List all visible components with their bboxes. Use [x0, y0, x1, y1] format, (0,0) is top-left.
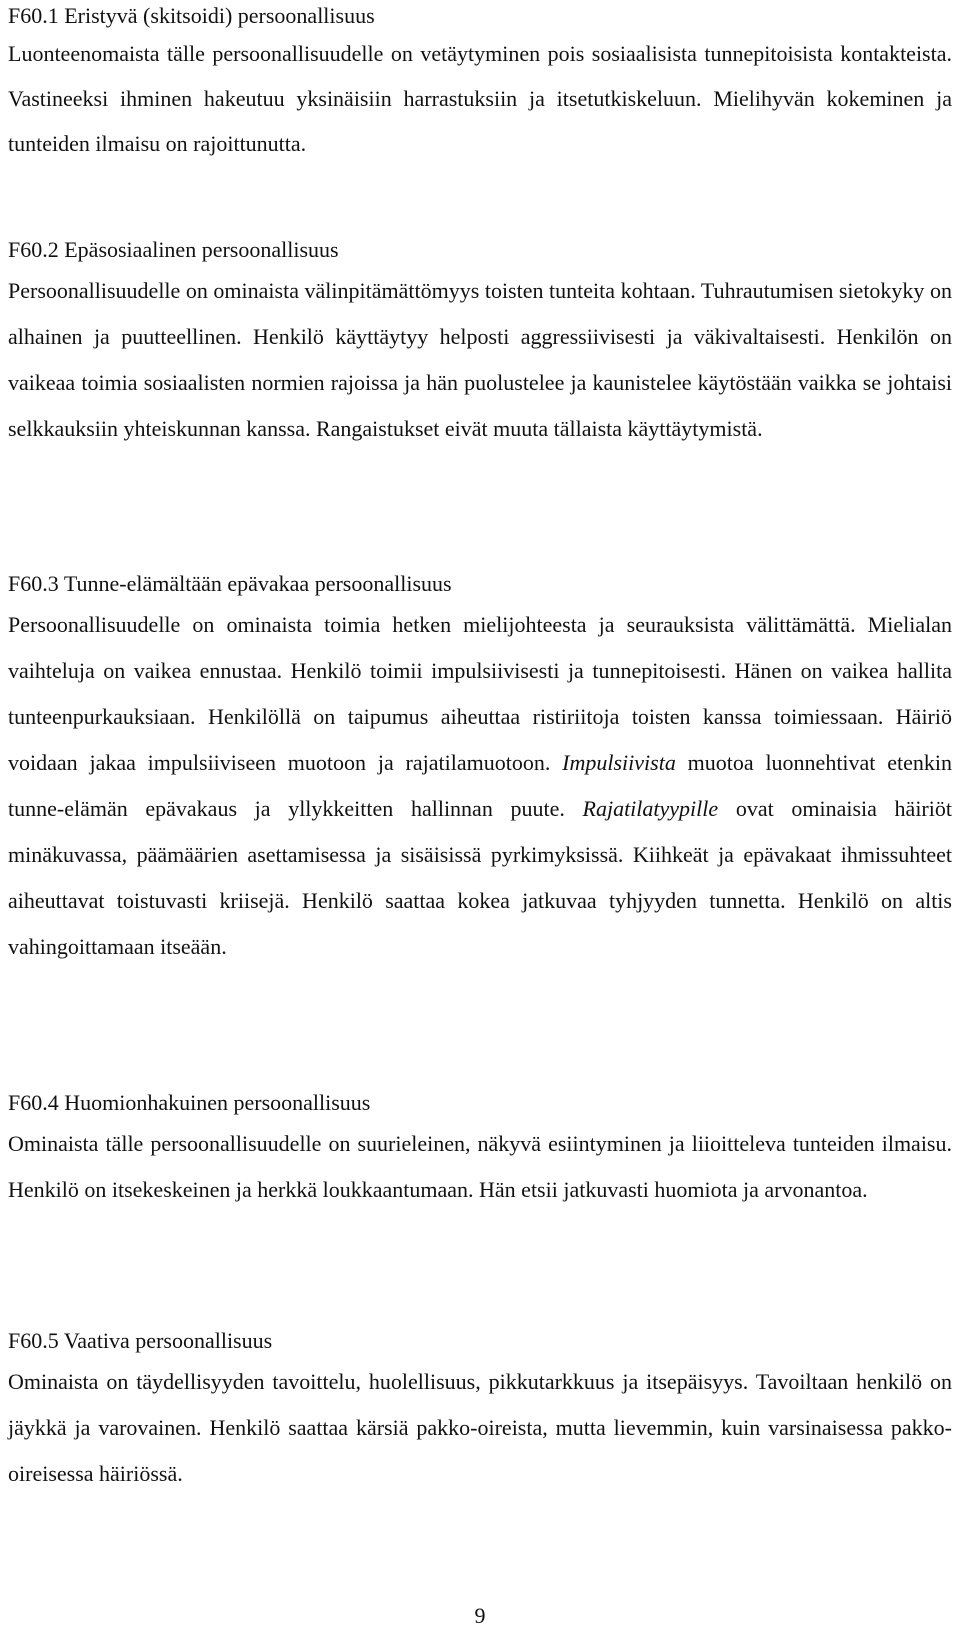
page-number: 9	[474, 1603, 486, 1628]
body-text: muotoa luonnehtivat etenkin tunne-elämän epävakaus ja yllykkeitten hallinnan puute.	[8, 750, 952, 821]
section-body: Persoonallisuudelle on ominaista välinpitämättömyys toisten tunteita kohtaan. Tuhrautumisen sietokyky on alhainen ja puutteellinen. Henkilö käyttäytyy helposti aggressiivisesti ja väkivaltaisesti. Henkilön on vaikeaa toimia sosiaalisten normien rajoissa ja hän puolustelee ja kaunistelee käytöstään vaikka se johtaisi selkkauksiin yhteiskunnan kanssa. Rangaistukset eivät muuta tällaista käyttäytymistä.	[8, 278, 952, 441]
section-f60-5	[8, 1329, 952, 1497]
section-body: Ominaista tälle persoonallisuudelle on suurieleinen, näkyvä esiintyminen ja liioitteleva tunteiden ilmaisu. Henkilö on itsekeskeinen ja herkkä loukkaantumaan. Hän etsii jatkuvasti huomiota ja arvonantoa.	[8, 1131, 952, 1202]
section-heading: F60.1 Eristyvä (skitsoidi) persoonallisuus	[8, 3, 375, 28]
section-heading: F60.5 Vaativa persoonallisuus	[8, 1328, 273, 1353]
section-heading: F60.4 Huomionhakuinen persoonallisuus	[8, 1090, 371, 1115]
section-heading: F60.2 Epäsosiaalinen persoonallisuus	[8, 237, 339, 262]
section-f60-1	[8, 4, 952, 166]
section-f60-2	[8, 238, 952, 452]
section-body: Luonteenomaista tälle persoonallisuudelle on vetäytyminen pois sosiaalisista tunnepitoisista kontakteista. Vastineeksi ihminen hakeutuu yksinäisiin harrastuksiin ja itsetutkiskeluun. Mielihyvän kokeminen ja tunteiden ilmaisu on rajoittunutta.	[8, 41, 952, 156]
section-f60-3	[8, 572, 952, 970]
body-text: Persoonallisuudelle on ominaista toimia hetken mielijohteesta ja seurauksista välittämättä. Mielialan vaihteluja on vaikea ennustaa. Henkilö toimii impulsiivisesti ja tunnepitoisesti. Hänen on vaikea hallita tunteenpurkauksiaan. Henkilöllä on taipumus aiheuttaa ristiriitoja toisten kanssa toimiessaan. Häiriö voidaan jakaa impulsiiviseen muotoon ja rajatilamuotoon.	[8, 612, 952, 775]
emphasis-rajatilatyypille: Rajatilatyypille	[582, 796, 719, 821]
section-f60-4	[8, 1091, 952, 1213]
emphasis-impulsiivista: Impulsiivista	[562, 750, 676, 775]
section-body	[8, 602, 952, 970]
body-text: ovat ominaisia häiriöt minäkuvassa, päämäärien asettamisessa ja sisäisissä pyrkimyksissä. Kiihkeät ja epävakaat ihmissuhteet aiheuttavat toistuvasti kriisejä. Henkilö saattaa kokea jatkuvaa tyhjyyden tunnetta. Henkilö on altis vahingoittamaan itseään.	[8, 796, 952, 959]
section-heading: F60.3 Tunne-elämältään epävakaa persoonallisuus	[8, 571, 452, 596]
section-body: Ominaista on täydellisyyden tavoittelu, huolellisuus, pikkutarkkuus ja itsepäisyys. Tavoiltaan henkilö on jäykkä ja varovainen. Henkilö saattaa kärsiä pakko-oireista, mutta lievemmin, kuin varsinaisessa pakko-oireisessa häiriössä.	[8, 1369, 952, 1486]
